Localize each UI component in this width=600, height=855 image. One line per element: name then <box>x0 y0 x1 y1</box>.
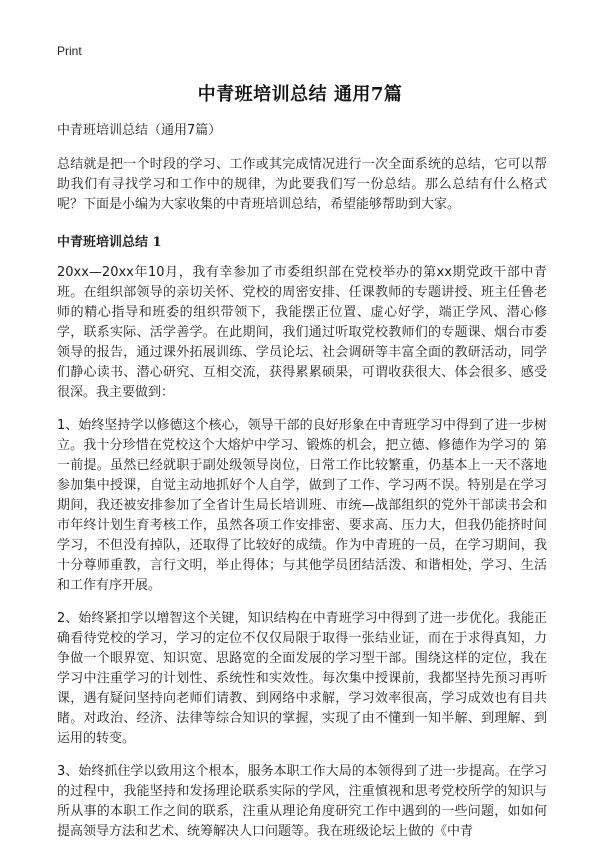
document-body <box>57 121 547 855</box>
body-paragraph-1: 20xx—20xx年10月，我有幸参加了市委组织部在党校举办的第xx期党政干部中青班。在组织部领导的亲切关怀、党校的周密安排、任课教师的专题讲授、班主任鲁老师的精心指导和班委的组织带领下，我能摆正位置、虚心好学，端正学风、潜心修学，联系实际、活学善学。在此期间，我们通过听取党校教师们的专题课、烟台市委领导的报告，通过课外拓展训练、学员论坛、社会调研等丰富全面的教研活动，同学们静心读书、潜心研究、互相交流，获得累累硕果，可谓收获很大、体会很多、感受很深。我主要做到： <box>57 265 547 400</box>
intro-paragraph: 总结就是把一个时段的学习、工作或其完成情况进行一次全面系统的总结，它可以帮助我们有寻找学习和工作中的规律，为此要我们写一份总结。那么总结有什么格式呢？下面是小编为大家收集的中青班培训总结，希望能够帮助到大家。 <box>57 157 547 212</box>
page-title: 中青班培训总结 通用7篇 <box>197 84 403 105</box>
document-subtitle: 中青班培训总结（通用7篇） <box>57 123 222 138</box>
body-paragraph-4: 3、始终抓住学以致用这个根本，服务本职工作大局的本领得到了进一步提高。在学习的过程中，我能坚持和发扬理论联系实际的学风，注重慎视和思考党校所学的知识与所从事的本职工作之间的联系，注重从理论角度研究工作中遇到的一些问题，如如何提高领导方法和艺术、统筹解决人口问题等。我在班级论坛上做的《中青 <box>57 764 547 839</box>
print-link[interactable]: Print <box>57 44 82 58</box>
body-paragraph-2: 1、始终坚持学以修德这个核心，领导干部的良好形象在中青班学习中得到了进一步树立。我十分珍惜在党校这个大熔炉中学习、锻炼的机会，把立德、修德作为学习的 第一前提。虽然已经就职于副处级领导岗位，日常工作比较繁重，仍基本上一天不落地参加集中授课，自觉主动地抓好个人自学，做到了工作、学习两不误。特别是在学习期间，我还被安排参加了全省计生局长培训班、市统—战部组织的党外干部读书会和市年终计划生育考核工作，虽然各项工作安排密、要求高、压力大，但我仍能挤时间学习，不但没有掉队，还取得了比较好的成绩。作为中青班的一员，在学习期间，我十分尊师重教，言行文明，举止得体；与其他学员团结活泼、和谐相处，学习、生活和工作有序开展。 <box>57 418 547 593</box>
section-heading: 中青班培训总结 1 <box>57 235 162 250</box>
body-paragraph-3: 2、始终紧扣学以增智这个关键，知识结构在中青班学习中得到了进一步优化。我能正确看待党校的学习，学习的定位不仅仅局限于取得一张结业证，而在于求得真知，力争做一个眼界宽、知识宽、思路宽的全面发展的学习型干部。围绕这样的定位，我在学习中注重学习的计划性、系统性和实效性。每次集中授课前，我都坚持先预习再听课，遇有疑问坚持向老师们请教、到网络中求解，学习效率很高，学习成效也有目共睹。对政治、经济、法律等综合知识的掌握，实现了由不懂到一知半解、到理解、到运用的转变。 <box>57 611 547 746</box>
